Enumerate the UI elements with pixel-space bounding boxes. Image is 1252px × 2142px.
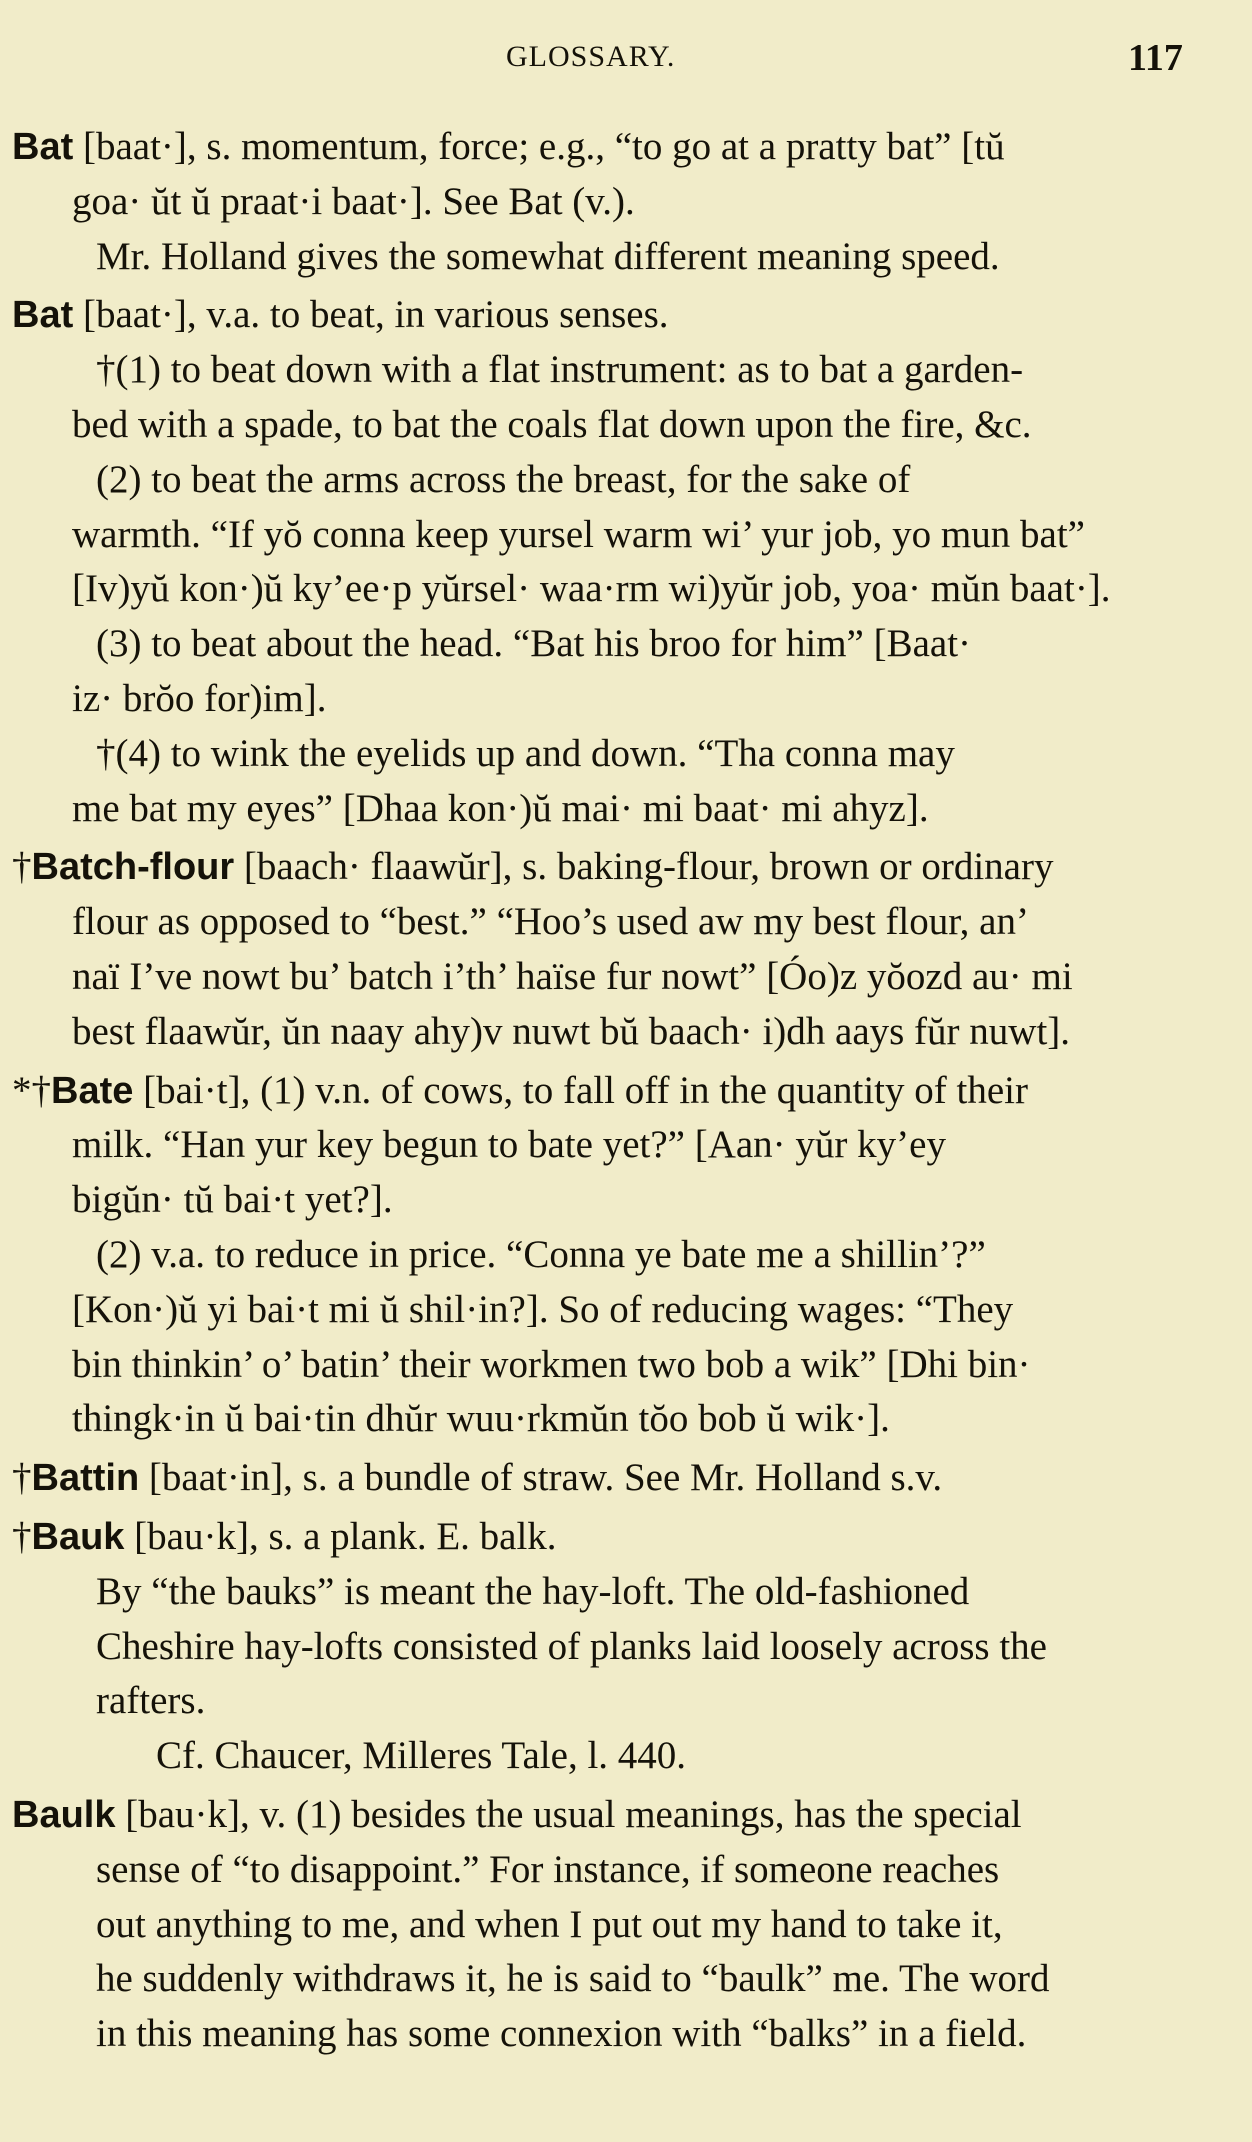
glossary-entry-bate — [12, 1064, 1202, 1448]
headword: Bat — [12, 294, 74, 337]
entry-line: thingk·in ŭ bai·tin dhŭr wuu·rkmŭn tŏo bob ŭ wik·]. — [72, 1397, 890, 1441]
entry-line: in this meaning has some connexion with “balks” in a field. — [96, 2012, 1027, 2056]
glossary-body — [12, 120, 1202, 2066]
entry-line: [bau·k], s. a plank. E. balk. — [134, 1514, 557, 1558]
entry-line: bigŭn· tŭ bai·t yet?]. — [72, 1178, 393, 1222]
headword: Bauk — [31, 1515, 125, 1558]
entry-line: milk. “Han yur key begun to bate yet?” [Aan· yŭr ky’ey — [72, 1123, 946, 1167]
asterisk-dagger-mark: *† — [12, 1068, 51, 1112]
entry-line: (2) to beat the arms across the breast, for the sake of — [96, 457, 911, 501]
glossary-entry-bat-noun — [12, 120, 1202, 284]
dagger-mark: † — [12, 845, 32, 889]
entry-line: Mr. Holland gives the somewhat different meaning speed. — [96, 234, 1000, 278]
entry-line: (2) v.a. to reduce in price. “Conna ye bate me a shillin’?” — [96, 1232, 986, 1276]
entry-line: out anything to me, and when I put out my hand to take it, — [96, 1902, 1003, 1946]
running-title: GLOSSARY. — [506, 40, 676, 73]
entry-line: †(1) to beat down with a flat instrument: as to bat a garden- — [96, 348, 1024, 392]
entry-line: iz· brŏo for)im]. — [72, 676, 327, 720]
entry-line: sense of “to disappoint.” For instance, if someone reaches — [96, 1847, 1000, 1891]
entry-line: [baat·in], s. a bundle of straw. See Mr. Holland s.v. — [148, 1456, 943, 1500]
headword: Bate — [51, 1069, 134, 1112]
entry-line: naï I’ve nowt bu’ batch i’th’ haïse fur nowt” [Óo)z yŏozd au· mi — [72, 954, 1073, 998]
entry-line: Cf. Chaucer, Milleres Tale, l. 440. — [156, 1734, 687, 1778]
headword: Baulk — [12, 1793, 116, 1836]
entry-line: [bau·k], v. (1) besides the usual meanings, has the special — [125, 1792, 1022, 1836]
entry-line: Cheshire hay-lofts consisted of planks laid loosely across the — [96, 1624, 1047, 1668]
entry-line: goa· ŭt ŭ praat·i baat·]. See Bat (v.). — [72, 179, 635, 223]
entry-line: rafters. — [96, 1679, 206, 1723]
page-header — [0, 36, 1252, 86]
entry-line: he suddenly withdraws it, he is said to “baulk” me. The word — [96, 1957, 1050, 2001]
dagger-mark: † — [12, 1514, 32, 1558]
glossary-entry-bauk — [12, 1510, 1202, 1784]
entry-line: [baat·], v.a. to beat, in various senses. — [82, 293, 669, 337]
glossary-entry-baulk — [12, 1788, 1202, 2062]
page-number: 117 — [1128, 37, 1183, 79]
entry-line: [Iv)yŭ kon·)ŭ ky’ee·p yŭrsel· waa·rm wi)yŭr job, yoa· mŭn baat·]. — [72, 567, 1111, 611]
dagger-mark: † — [12, 1456, 32, 1500]
headword: Battin — [31, 1457, 140, 1500]
glossary-entry-battin — [12, 1451, 1202, 1506]
glossary-entry-bat-verb — [12, 288, 1202, 836]
entry-line: By “the bauks” is meant the hay-loft. The old-fashioned — [96, 1569, 970, 1613]
entry-line: flour as opposed to “best.” “Hoo’s used aw my best flour, an’ — [72, 900, 1029, 944]
entry-line: (3) to beat about the head. “Bat his broo for him” [Baat· — [96, 622, 972, 666]
entry-line: †(4) to wink the eyelids up and down. “Tha conna may — [96, 731, 955, 775]
entry-line: bin thinkin’ o’ batin’ their workmen two bob a wik” [Dhi bin· — [72, 1342, 1031, 1386]
entry-line: [bai·t], (1) v.n. of cows, to fall off in the quantity of their — [143, 1068, 1028, 1112]
headword: Bat — [12, 126, 74, 168]
glossary-entry-batch-flour — [12, 840, 1202, 1059]
entry-line: [baat·], s. momentum, force; e.g., “to go at a pratty bat” [tŭ — [82, 125, 1005, 168]
entry-line: best flaawŭr, ŭn naay ahy)v nuwt bŭ baach· i)dh aays fŭr nuwt]. — [72, 1009, 1071, 1053]
entry-line: [baach· flaawŭr], s. baking-flour, brown or ordinary — [243, 845, 1054, 889]
headword: Batch-flour — [31, 846, 235, 889]
entry-line: [Kon·)ŭ yi bai·t mi ŭ shil·in?]. So of reducing wages: “They — [72, 1287, 1014, 1331]
entry-line: warmth. “If yŏ conna keep yursel warm wi’ yur job, yo mun bat” — [72, 512, 1085, 556]
entry-line: bed with a spade, to bat the coals flat down upon the fire, &c. — [72, 402, 1032, 446]
entry-line: me bat my eyes” [Dhaa kon·)ŭ mai· mi baat· mi ahyz]. — [72, 786, 929, 830]
